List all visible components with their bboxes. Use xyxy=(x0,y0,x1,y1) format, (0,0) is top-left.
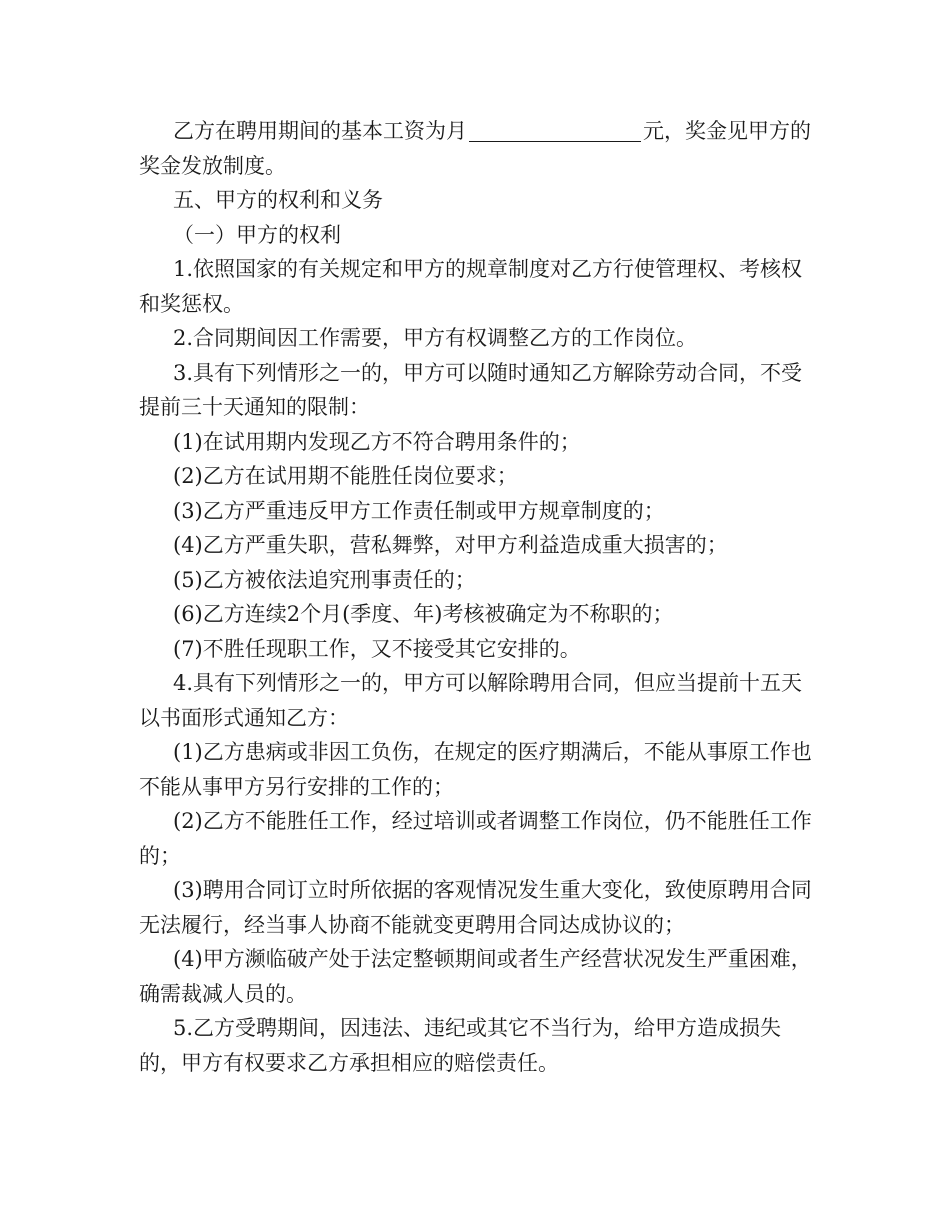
clause-3: 3.具有下列情形之一的，甲方可以随时通知乙方解除劳动合同，不受提前三十天通知的限制： xyxy=(139,360,803,419)
clause-4-item-3: (3)聘用合同订立时所依据的客观情况发生重大变化，致使原聘用合同无法履行，经当事人协商不能就变更聘用合同达成协议的； xyxy=(139,878,812,937)
salary-blank-line xyxy=(469,119,641,142)
clause-2: 2.合同期间因工作需要，甲方有权调整乙方的工作岗位。 xyxy=(173,326,698,350)
document-body xyxy=(139,114,819,1080)
clause-5: 5.乙方受聘期间，因违法、违纪或其它不当行为，给甲方造成损失的，甲方有权要求乙方承担相应的赔偿责任。 xyxy=(139,1016,782,1075)
clause-1: 1.依照国家的有关规定和甲方的规章制度对乙方行使管理权、考核权和奖惩权。 xyxy=(139,257,803,316)
section-heading-rights-obligations: 五、甲方的权利和义务 xyxy=(173,188,383,212)
salary-text-before: 乙方在聘用期间的基本工资为月 xyxy=(173,119,467,143)
salary-text-after: 元，奖金见甲方的奖金发放制度。 xyxy=(139,119,811,178)
clause-3-item-3: (3)乙方严重违反甲方工作责任制或甲方规章制度的； xyxy=(173,498,665,523)
clause-3-item-1: (1)在试用期内发现乙方不符合聘用条件的； xyxy=(173,429,581,454)
clause-4: 4.具有下列情形之一的，甲方可以解除聘用合同，但应当提前十五天以书面形式通知乙方： xyxy=(139,671,803,730)
clause-4-item-4: (4)甲方濒临破产处于法定整顿期间或者生产经营状况发生严重困难，确需裁减人员的。 xyxy=(139,947,812,1006)
clause-3-item-6: (6)乙方连续2个月(季度、年)考核被确定为不称职的； xyxy=(173,602,674,626)
clause-4-item-2: (2)乙方不能胜任工作，经过培训或者调整工作岗位，仍不能胜任工作的； xyxy=(139,809,812,868)
subsection-heading-party-a-rights: （一）甲方的权利 xyxy=(173,222,341,247)
clause-3-item-4: (4)乙方严重失职，营私舞弊，对甲方利益造成重大损害的； xyxy=(173,533,728,557)
clause-3-item-5: (5)乙方被依法追究刑事责任的； xyxy=(173,567,476,592)
clause-4-item-1: (1)乙方患病或非因工负伤，在规定的医疗期满后，不能从事原工作也不能从事甲方另行安排的工作的； xyxy=(139,740,812,799)
salary-paragraph xyxy=(139,114,819,183)
clause-3-item-7: (7)不胜任现职工作，又不接受其它安排的。 xyxy=(173,636,581,661)
clause-3-item-2: (2)乙方在试用期不能胜任岗位要求； xyxy=(173,464,518,488)
